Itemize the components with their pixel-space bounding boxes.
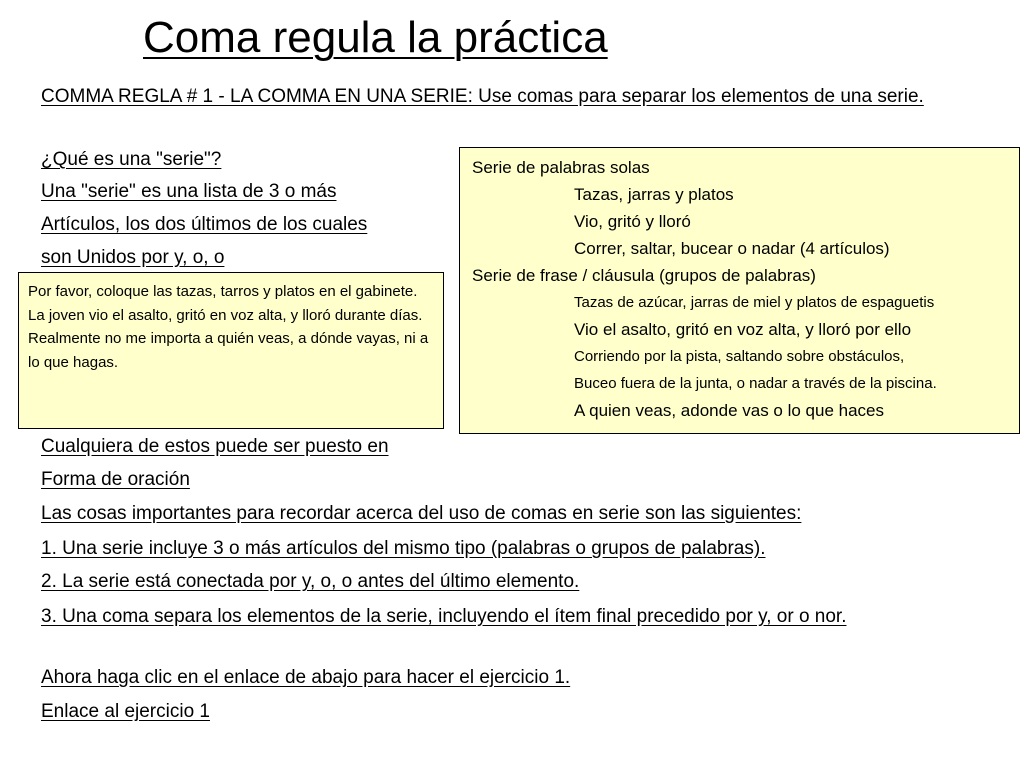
exercise-1-link[interactable]: Enlace al ejercicio 1 [41, 701, 210, 722]
word-series-example: Vio, gritó y lloró [574, 212, 691, 231]
word-series-example: Tazas, jarras y platos [574, 185, 734, 204]
phrase-series-heading: Serie de frase / cláusula (grupos de palabras) [472, 266, 816, 285]
sentence-example: Realmente no me importa a quién veas, a dónde vayas, ni a lo que hagas. [28, 330, 429, 371]
sentence-examples-box [18, 272, 444, 429]
slide-title: Coma regula la práctica [143, 13, 608, 62]
point-2: 2. La serie está conectada por y, o, o antes del último elemento. [41, 571, 580, 592]
sentence-form-line-1: Cualquiera de estos puede ser puesto en [41, 436, 389, 457]
word-series-heading: Serie de palabras solas [472, 158, 650, 177]
point-3: 3. Una coma separa los elementos de la serie, incluyendo el ítem final precedido por y, or o nor. [41, 606, 847, 627]
sentence-form-line-2: Forma de oración [41, 469, 190, 490]
word-series-example: Correr, saltar, bucear o nadar (4 artículos) [574, 239, 890, 258]
phrase-series-example: A quien veas, adonde vas o lo que haces [574, 401, 885, 420]
phrase-series-example: Buceo fuera de la junta, o nadar a través de la piscina. [574, 375, 937, 392]
important-things-line: Las cosas importantes para recordar acerca del uso de comas en serie son las siguientes: [41, 503, 802, 524]
series-examples-box [459, 147, 1020, 434]
series-definition-line-2: Artículos, los dos últimos de los cuales [41, 214, 368, 235]
series-question: ¿Qué es una "serie"? [41, 149, 222, 170]
sentence-example: Por favor, coloque las tazas, tarros y platos en el gabinete. [28, 283, 418, 300]
phrase-series-example: Tazas de azúcar, jarras de miel y platos de espaguetis [574, 294, 935, 311]
comma-rule-heading: COMMA REGLA # 1 - LA COMMA EN UNA SERIE: Use comas para separar los elementos de una serie. [41, 86, 924, 107]
point-1: 1. Una serie incluye 3 o más artículos del mismo tipo (palabras o grupos de palabras). [41, 538, 766, 559]
phrase-series-example: Corriendo por la pista, saltando sobre obstáculos, [574, 348, 905, 365]
series-definition-line-1: Una "serie" es una lista de 3 o más [41, 181, 337, 202]
sentence-example: La joven vio el asalto, gritó en voz alta, y lloró durante días. [28, 306, 423, 324]
phrase-series-example: Vio el asalto, gritó en voz alta, y lloró por ello [574, 320, 912, 339]
series-definition-line-3: son Unidos por y, o, o [41, 247, 225, 268]
click-instruction: Ahora haga clic en el enlace de abajo para hacer el ejercicio 1. [41, 667, 571, 688]
